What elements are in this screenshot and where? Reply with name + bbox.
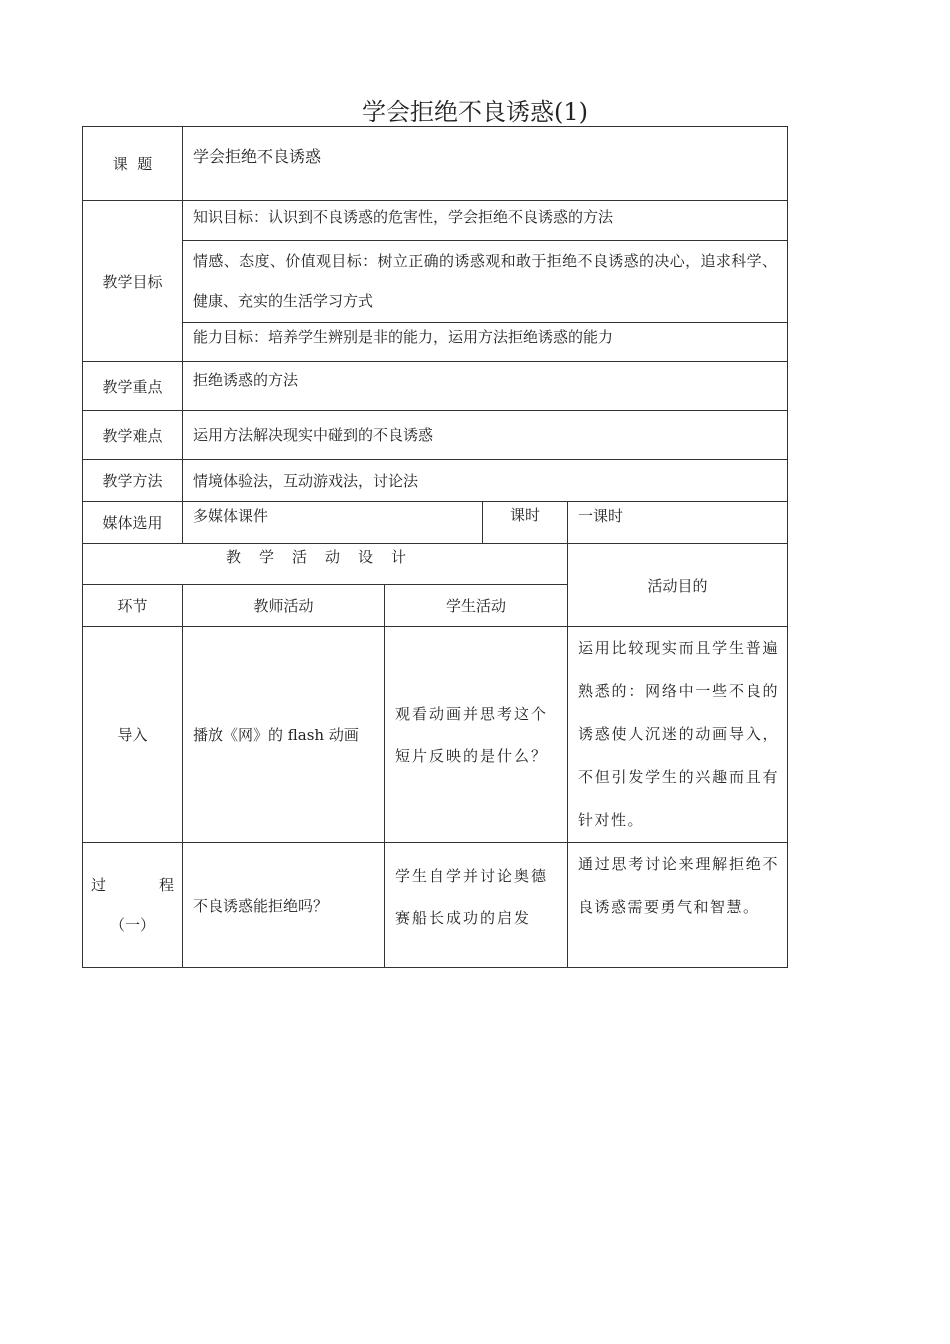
method-value: 情境体验法，互动游戏法，讨论法 (183, 460, 788, 502)
activity-row-process-1 (83, 843, 788, 968)
media-row (83, 502, 788, 544)
key-point-value: 拒绝诱惑的方法 (183, 362, 788, 411)
stage-process-1 (83, 843, 183, 968)
teacher-activity-process-1: 不良诱惑能拒绝吗？ (183, 843, 385, 968)
topic-row (83, 127, 788, 201)
student-activity-process-1: 学生自学并讨论奥德赛船长成功的启发 (385, 843, 568, 968)
difficulty-value: 运用方法解决现实中碰到的不良诱惑 (183, 411, 788, 460)
student-activity-intro: 观看动画并思考这个短片反映的是什么？ (385, 627, 568, 843)
media-value: 多媒体课件 (183, 502, 483, 544)
purpose-header: 活动目的 (568, 544, 788, 627)
topic-value: 学会拒绝不良诱惑 (183, 127, 788, 201)
media-label: 媒体选用 (83, 502, 183, 544)
activity-row-intro (83, 627, 788, 843)
activity-design-row (83, 544, 788, 585)
page-title: 学会拒绝不良诱惑(1) (362, 98, 588, 126)
method-row (83, 460, 788, 502)
topic-label: 课 题 (83, 127, 183, 201)
stage-process-word (91, 865, 174, 905)
stage-intro: 导入 (83, 627, 183, 843)
purpose-process-1: 通过思考讨论来理解拒绝不良诱惑需要勇气和智慧。 (568, 843, 788, 968)
stage-process-char-1: 过 (91, 876, 107, 894)
goal-attitude: 情感、态度、价值观目标：树立正确的诱惑观和敢于拒绝不良诱惑的决心，追求科学、健康、充实的生活学习方式 (183, 241, 788, 323)
key-point-label: 教学重点 (83, 362, 183, 411)
lesson-plan-table (82, 126, 788, 968)
period-value: 一课时 (568, 502, 788, 544)
col-student-header: 学生活动 (385, 585, 568, 627)
goal-knowledge: 知识目标：认识到不良诱惑的危害性，学会拒绝不良诱惑的方法 (183, 201, 788, 241)
goal-ability: 能力目标：培养学生辨别是非的能力，运用方法拒绝诱惑的能力 (183, 323, 788, 362)
difficulty-label: 教学难点 (83, 411, 183, 460)
purpose-intro: 运用比较现实而且学生普遍熟悉的：网络中一些不良的诱惑使人沉迷的动画导入，不但引发学生的兴趣而且有针对性。 (568, 627, 788, 843)
col-teacher-header: 教师活动 (183, 585, 385, 627)
col-stage-header: 环节 (83, 585, 183, 627)
activity-design-header: 教学活动设计 (83, 544, 568, 585)
goal-row-ability (83, 323, 788, 362)
difficulty-row (83, 411, 788, 460)
period-label: 课时 (483, 502, 568, 544)
teacher-activity-intro: 播放《网》的 flash 动画 (183, 627, 385, 843)
goal-row-knowledge (83, 201, 788, 241)
key-point-row (83, 362, 788, 411)
method-label: 教学方法 (83, 460, 183, 502)
stage-process-number: （一） (109, 916, 155, 934)
goals-label: 教学目标 (83, 201, 183, 362)
stage-process-char-2: 程 (158, 876, 174, 894)
goal-row-attitude (83, 241, 788, 323)
